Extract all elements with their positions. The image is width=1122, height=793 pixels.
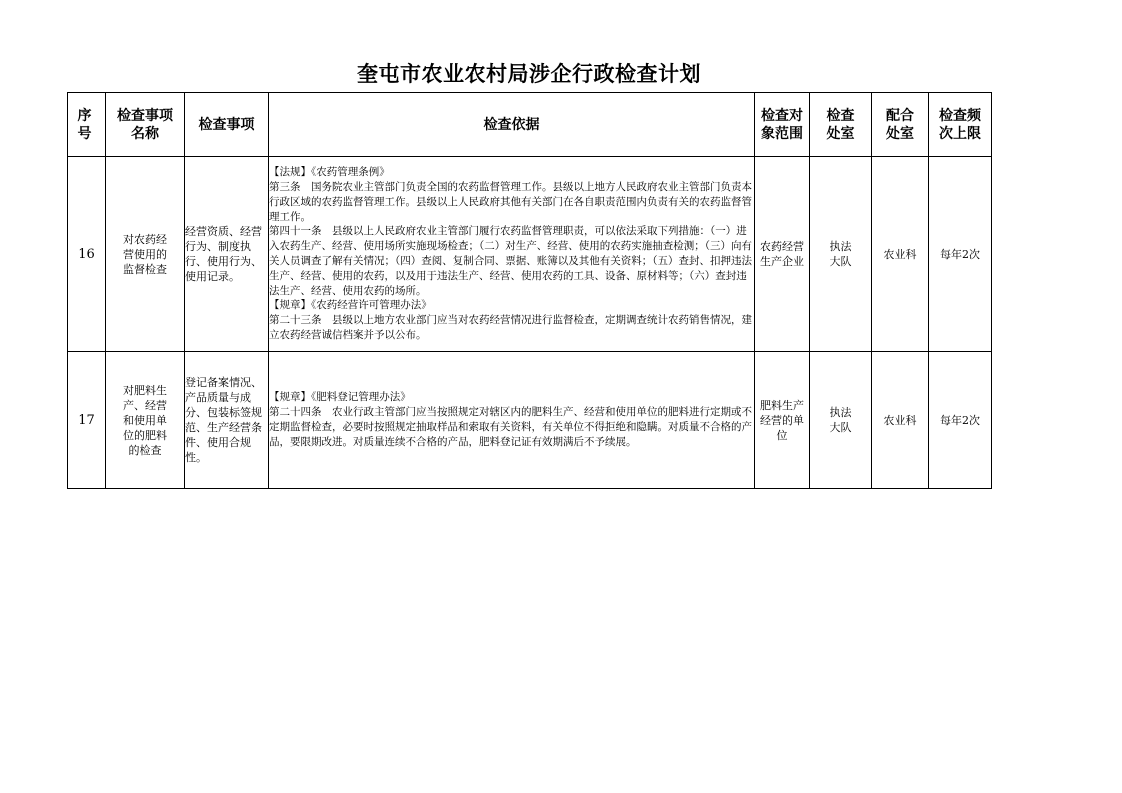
basis-line: 第二十四条 农业行政主管部门应当按照规定对辖区内的肥料生产、经营和使用单位的肥料进行定期或不定期监督检查，必要时按照规定抽取样品和索取有关资料，有关单位不得拒绝和隐瞒。对质量不合格的产品，要限期改进。对质量连续不合格的产品，肥料登记证有效期满后不予续展。 — [269, 406, 752, 448]
header-coop: 配合处室 — [872, 93, 929, 157]
basis-line: 【法规】《农药管理条例》 — [269, 166, 390, 179]
row-scope: 农药经营生产企业 — [755, 157, 810, 352]
row-freq: 每年2次 — [929, 157, 992, 352]
header-item-name: 检查事项名称 — [106, 93, 185, 157]
table-row — [68, 157, 992, 352]
header-office: 检查处室 — [810, 93, 872, 157]
row-items: 经营资质、经营行为、制度执行、使用行为、使用记录。 — [185, 157, 269, 352]
basis-line: 第三条 国务院农业主管部门负责全国的农药监督管理工作。县级以上地方人民政府农业主管部门负责本行政区域的农药监督管理工作。县级以上人民政府其他有关部门在各自职责范围内负责有关的农药监督管理工作。 — [269, 181, 752, 223]
page-title: 奎屯市农业农村局涉企行政检查计划 — [357, 62, 701, 86]
header-basis: 检查依据 — [269, 93, 755, 157]
basis-line: 第二十三条 县级以上地方农业部门应当对农药经营情况进行监督检查，定期调查统计农药销售情况，建立农药经营诚信档案并予以公布。 — [269, 314, 752, 341]
row-office: 执法大队 — [810, 352, 872, 489]
row-freq: 每年2次 — [929, 352, 992, 489]
row-items: 登记备案情况、产品质量与成分、包装标签规范、生产经营条件、使用合规性。 — [185, 352, 269, 489]
row-basis — [269, 352, 755, 489]
basis-line: 【规章】《农药经营许可管理办法》 — [269, 299, 432, 312]
row-scope: 肥料生产经营的单位 — [755, 352, 810, 489]
row-seq: 17 — [68, 352, 106, 489]
inspection-plan-table — [67, 92, 992, 489]
header-items: 检查事项 — [185, 93, 269, 157]
row-item-name: 对肥料生产、经营和使用单位的肥料的检查 — [106, 352, 185, 489]
header-freq: 检查频次上限 — [929, 93, 992, 157]
basis-line: 【规章】《肥料登记管理办法》 — [269, 391, 411, 404]
row-basis — [269, 157, 755, 352]
row-coop: 农业科 — [872, 352, 929, 489]
table-header-row — [68, 93, 992, 157]
row-office: 执法大队 — [810, 157, 872, 352]
header-seq: 序号 — [68, 93, 106, 157]
basis-line: 第四十一条 县级以上人民政府农业主管部门履行农药监督管理职责，可以依法采取下列措施：（一）进入农药生产、经营、使用场所实施现场检查；（二）对生产、经营、使用的农药实施抽查检测；（三）向有关人员调查了解有关情况；（四）查阅、复制合同、票据、账簿以及其他有关资料；（五）查封、扣押违法生产、经营、使用的农药，以及用于违法生产、经营、使用农药的工具、设备、原材料等；（六）查封违法生产、经营、使用农药的场所。 — [269, 225, 752, 297]
row-seq: 16 — [68, 157, 106, 352]
header-scope: 检查对象范围 — [755, 93, 810, 157]
row-item-name: 对农药经营使用的监督检查 — [106, 157, 185, 352]
table-row — [68, 352, 992, 489]
row-coop: 农业科 — [872, 157, 929, 352]
